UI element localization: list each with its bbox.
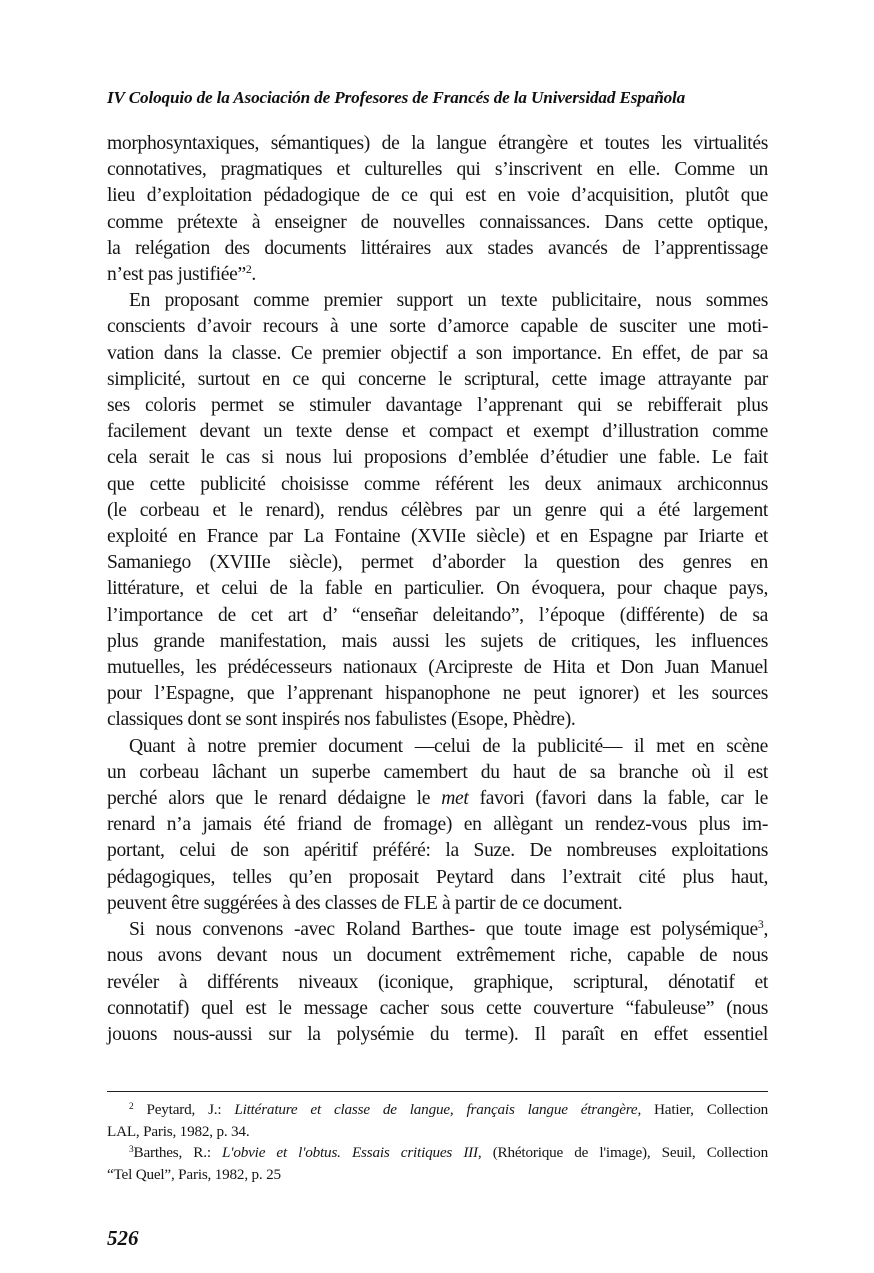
- text-line: connotatif) quel est le message cacher sous cette couverture “fabuleuse” (nous: [107, 997, 768, 1019]
- text-line: vation dans la classe. Ce premier objectif a son importance. En effet, de par sa: [107, 342, 768, 364]
- footnote-ref-3[interactable]: 3: [757, 918, 764, 932]
- paragraph-2: [107, 288, 768, 733]
- text-line: jouons nous-aussi sur la polysémie du terme). Il paraît en effet essentiel: [107, 1023, 768, 1045]
- text-line: morphosyntaxiques, sémantiques) de la langue étrangère et toutes les virtualités: [107, 133, 768, 154]
- footnote-line: [107, 1142, 768, 1164]
- footnote-divider: [107, 1091, 768, 1092]
- text-fragment: Si nous convenons -avec Roland Barthes- que toute image est polysémique: [129, 919, 758, 941]
- text-line: comme prétexte à enseigner de nouvelles connaissances. Dans cette optique,: [107, 211, 768, 233]
- text-line: pour l’Espagne, que l’apprenant hispanophone ne peut ignorer) et les sources: [107, 683, 768, 705]
- text-line: pédagogiques, telles qu’en proposait Peytard dans l’extrait cité plus haut,: [107, 866, 768, 888]
- text-line: classiques dont se sont inspirés nos fabulistes (Esope, Phèdre).: [107, 709, 576, 731]
- text-line: (le corbeau et le renard), rendus célèbres par un genre qui a été largement: [107, 499, 768, 521]
- text-fragment: .: [251, 264, 256, 286]
- footnote-2: [107, 1099, 768, 1142]
- text-line: Quant à notre premier document —celui de la publicité— il met en scène: [129, 735, 768, 757]
- footnote-publisher: , Hatier, Collection: [637, 1101, 768, 1118]
- footnote-ref-2[interactable]: 2: [245, 262, 252, 276]
- footnote-number: 3: [129, 1144, 134, 1155]
- italic-word: met: [441, 788, 469, 810]
- text-line: conscients d’avoir recours à une sorte d’amorce capable de susciter une moti-: [107, 316, 768, 338]
- text-line: plus grande manifestation, mais aussi les sujets de critiques, les influences: [107, 630, 768, 652]
- text-line: la relégation des documents littéraires aux stades avancés de l’apprentissage: [107, 237, 768, 259]
- text-line: ses coloris permet se stimuler davantage l’apprenant qui se rebifferait plus: [107, 395, 768, 417]
- footnote-number: 2: [129, 1101, 134, 1112]
- paragraph-3: [107, 734, 768, 917]
- text-line: facilement devant un texte dense et compact et exempt d’illustration comme: [107, 421, 768, 443]
- footnote-author: Barthes, R.:: [133, 1144, 223, 1161]
- text-fragment: n’est pas justifiée”: [107, 264, 246, 286]
- text-line: [107, 917, 768, 943]
- text-line: Samaniego (XVIIIe siècle), permet d’aborder la question des genres en: [107, 552, 768, 574]
- paragraph-4: [107, 917, 768, 1048]
- text-line: simplicité, surtout en ce qui concerne le scriptural, cette image attrayante par: [107, 368, 768, 390]
- text-line: renard n’a jamais été friand de fromage) en allègant un rendez-vous plus im-: [107, 814, 768, 836]
- text-line: [107, 786, 768, 812]
- text-line: mutuelles, les prédécesseurs nationaux (Arcipreste de Hita et Don Juan Manuel: [107, 657, 768, 679]
- body-text: [107, 131, 768, 1048]
- text-line: peuvent être suggérées à des classes de FLE à partir de ce document.: [107, 892, 623, 914]
- text-line: exploité en France par La Fontaine (XVIIe siècle) et en Espagne par Iriarte et: [107, 526, 768, 548]
- footnote-line: “Tel Quel”, Paris, 1982, p. 25: [107, 1165, 281, 1183]
- text-line: [107, 262, 768, 288]
- footnote-line: [107, 1099, 768, 1121]
- footnote-title: Littérature et classe de langue, français langue étrangère: [234, 1101, 638, 1118]
- paragraph-1: [107, 131, 768, 288]
- text-line: En proposant comme premier support un texte publicitaire, nous sommes: [129, 290, 768, 312]
- text-line: littérature, et celui de la fable en particulier. On évoquera, pour chaque pays,: [107, 578, 768, 600]
- text-fragment: ,: [763, 919, 768, 941]
- text-fragment: favori (favori dans la fable, car le: [468, 788, 768, 810]
- footnotes: [107, 1099, 768, 1185]
- text-line: que cette publicité choisisse comme référent les deux animaux archiconnus: [107, 473, 768, 495]
- text-line: connotatives, pragmatiques et culturelles qui s’inscrivent en elle. Comme un: [107, 159, 768, 181]
- text-line: nous avons devant nous un document extrêmement riche, capable de nous: [107, 945, 768, 967]
- page-number: 526: [107, 1226, 139, 1250]
- text-line: cela serait le cas si nous lui proposions d’emblée d’étudier une fable. Le fait: [107, 447, 768, 469]
- footnote-3: [107, 1142, 768, 1185]
- running-head: IV Coloquio de la Asociación de Profesores de Francés de la Universidad Española: [107, 88, 686, 107]
- text-line: lieu d’exploitation pédadogique de ce qui est en voie d’acquisition, plutôt que: [107, 185, 768, 207]
- text-line: revéler à différents niveaux (iconique, graphique, scriptural, dénotatif et: [107, 971, 768, 993]
- text-line: portant, celui de son apéritif préféré: la Suze. De nombreuses exploitations: [107, 840, 768, 862]
- text-fragment: perché alors que le renard dédaigne le: [107, 788, 442, 810]
- footnote-author: Peytard, J.:: [133, 1101, 235, 1118]
- footnote-title: L'obvie et l'obtus. Essais critiques III: [222, 1144, 478, 1161]
- footnote-line: LAL, Paris, 1982, p. 34.: [107, 1122, 250, 1140]
- text-line: l’importance de cet art d’ “enseñar deleitando”, l’époque (différente) de sa: [107, 604, 768, 626]
- text-line: un corbeau lâchant un superbe camembert du haut de sa branche où il est: [107, 761, 768, 783]
- footnote-publisher: , (Rhétorique de l'image), Seuil, Collection: [477, 1144, 768, 1161]
